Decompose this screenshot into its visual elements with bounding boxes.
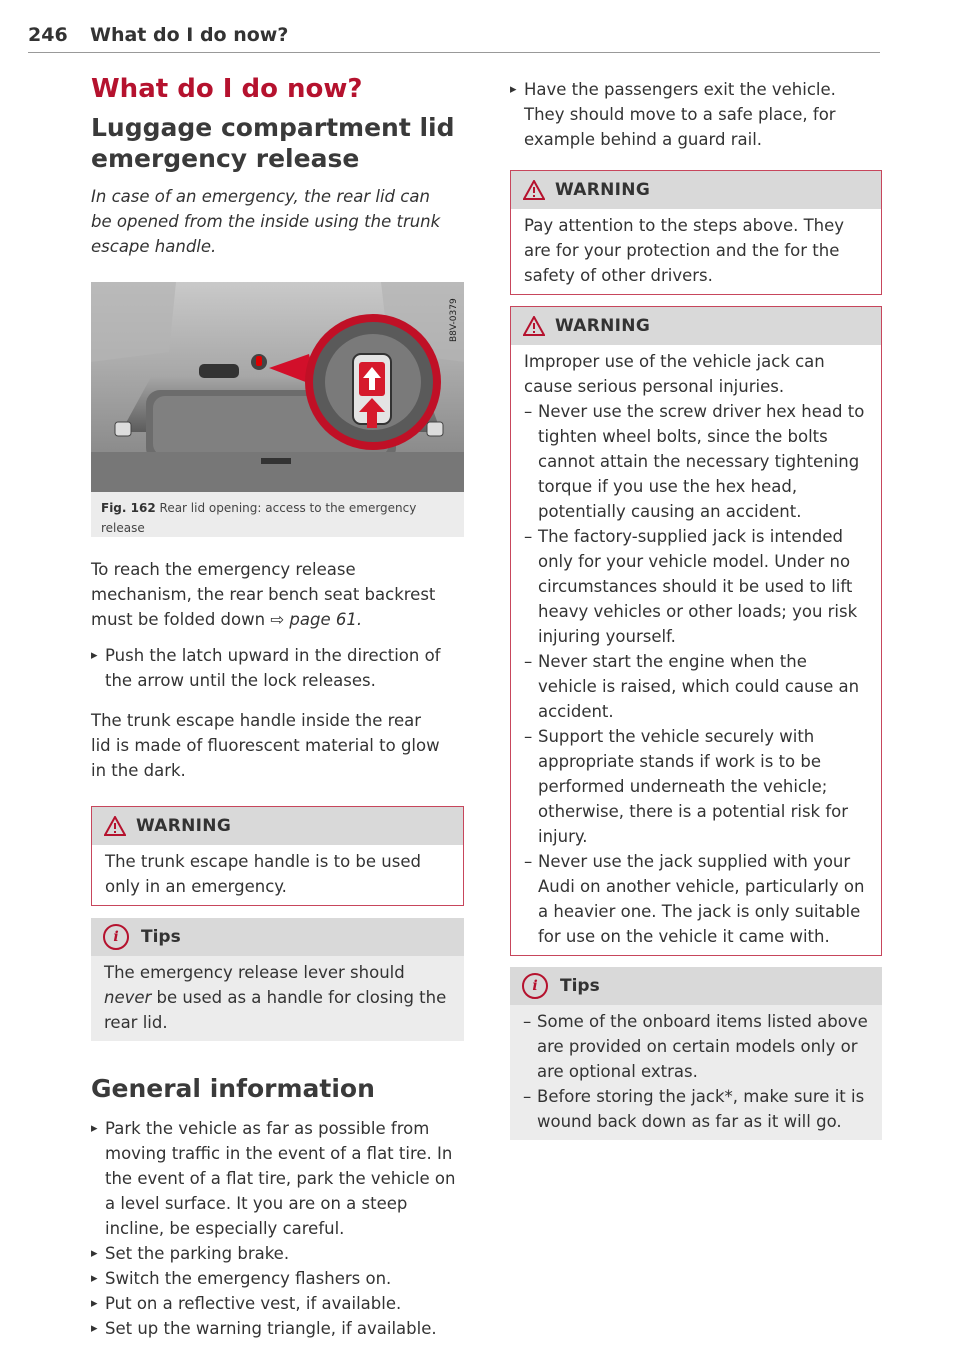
list-item: – Support the vehicle securely with appropriate stands if work is to be performed underneath the vehicle; otherwise, there is a potential risk for injury. [524,724,869,849]
general-steps-list [91,1116,456,1341]
warning-text: Pay attention to the steps above. They are for your protection and the for the safety of other drivers. [524,216,845,285]
list-item: – The factory-supplied jack is intended only for your vehicle model. Under no circumstances should it be used to lift heavy vehicles or other loads; you risk injuring yourself. [524,524,869,649]
tips-text-post: be used as a handle for closing the rear lid. [104,988,447,1032]
warning-icon [104,816,126,836]
warning-icon [523,316,545,336]
paragraph-fluorescent: The trunk escape handle inside the rear lid is made of fluorescent material to glow in the dark. [91,711,440,780]
warning-body [511,345,881,955]
tips-text-emphasis: never [104,988,152,1007]
running-title: What do I do now? [90,24,289,46]
paragraph-folding-text: To reach the emergency release mechanism, the rear bench seat backrest must be folded down [91,560,436,629]
page-number: 246 [28,24,68,46]
left-column [91,74,464,259]
general-info-title: General information [91,1074,375,1103]
right-column [510,77,882,1140]
tips-text-pre: The emergency release lever should [104,963,405,982]
running-header [28,22,880,53]
warning-text: Improper use of the vehicle jack can cause serious personal injuries. [524,352,825,396]
warning-header [511,171,881,209]
warning-box-jack [510,306,882,956]
paragraph-folding [91,557,451,632]
figure-caption-text: Rear lid opening: access to the emergency release [101,501,417,535]
list-item: ▸ Park the vehicle as far as possible from moving traffic in the event of a flat tire. In the event of a flat tire, park the vehicle on a level surface. It you are on a steep incline, be especially careful. [91,1116,456,1241]
page-reference-link[interactable]: ⇨ page 61. [270,610,363,629]
subsection-title: Luggage compartment lid emergency release [91,113,455,173]
list-item: – Never start the engine when the vehicle is raised, which could cause an accident. [524,649,869,724]
tips-title: Tips [560,975,600,996]
list-item: – Some of the onboard items listed above are provided on certain models only or are optional extras. [523,1009,870,1084]
list-item: ▸ Set up the warning triangle, if available. [91,1316,456,1341]
tips-box [91,918,464,1041]
list-item: – Never use the screw driver hex head to tighten wheel bolts, since the bolts cannot attain the necessary tightening torque if you use the hex head, potentially causing an accident. [524,399,869,524]
step-push-latch: ▸ Push the latch upward in the direction of the arrow until the lock releases. [91,643,465,693]
figure [91,282,464,537]
warning-title: WARNING [136,815,232,836]
tips-title: Tips [141,926,181,947]
tips-header [510,967,882,1005]
list-item: ▸ Set the parking brake. [91,1241,456,1266]
list-item: ▸ Put on a reflective vest, if available. [91,1291,456,1316]
list-item: – Never use the jack supplied with your Audi on another vehicle, particularly on a heavier one. The jack is only suitable for use on the vehicle it came with. [524,849,869,949]
warning-box [510,170,882,295]
warning-text: The trunk escape handle is to be used only in an emergency. [105,852,421,896]
warning-title: WARNING [555,315,651,336]
tips-header [91,918,464,956]
rear-lid-illustration [91,282,464,492]
figure-id: B8V-0379 [449,298,459,342]
section-title: What do I do now? [91,74,363,104]
step-exit-passengers: ▸ Have the passengers exit the vehicle. They should move to a safe place, for example behind a guard rail. [510,77,869,152]
warning-box [91,806,464,906]
list-item: ▸ Switch the emergency flashers on. [91,1266,456,1291]
figure-label: Fig. 162 [101,501,156,515]
tips-text [91,956,464,1041]
warning-icon [523,180,545,200]
left-column-lower [91,557,464,1341]
warning-title: WARNING [555,179,651,200]
warning-header [92,807,463,845]
intro-text: In case of an emergency, the rear lid can be opened from the inside using the trunk escape handle. [91,187,441,256]
list-item: – Before storing the jack*, make sure it is wound back down as far as it will go. [523,1084,870,1134]
info-icon: i [522,973,548,999]
info-icon: i [103,924,129,950]
tips-box [510,967,882,1140]
tips-body [510,1005,882,1140]
figure-caption [101,498,456,538]
warning-header [511,307,881,345]
